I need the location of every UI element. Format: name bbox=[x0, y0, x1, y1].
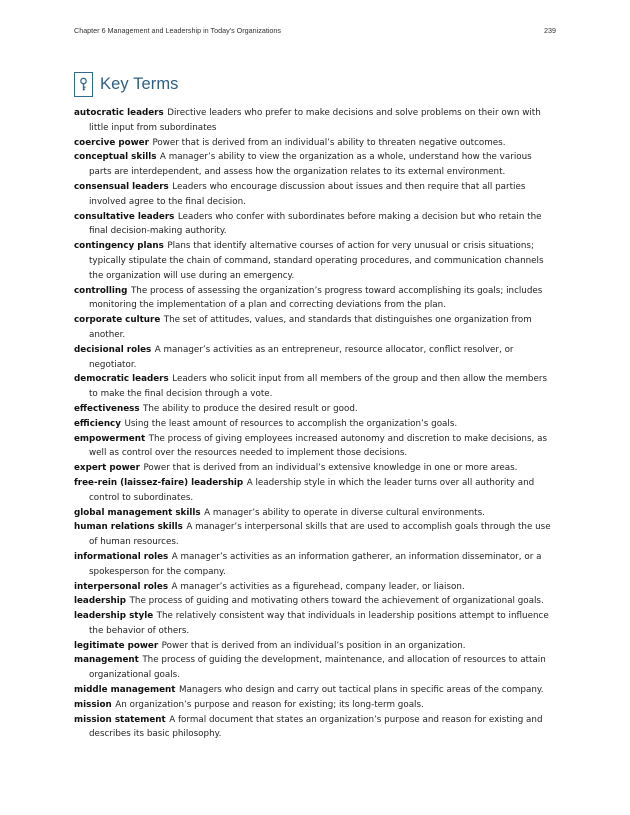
glossary-definition: Power that is derived from an individual’s position in an organization. bbox=[161, 640, 466, 651]
glossary-term: controlling bbox=[74, 285, 128, 296]
glossary-term: consultative leaders bbox=[74, 211, 175, 222]
glossary-definition: A leadership style in which the leader turns over all authority and control to subordinates. bbox=[89, 477, 535, 503]
glossary-definition: The process of giving employees increased autonomy and discretion to make decisions, as well as control over the resources needed to implement those decisions. bbox=[89, 433, 548, 459]
glossary-definition: The set of attitudes, values, and standards that distinguishes one organization from another. bbox=[89, 315, 532, 340]
glossary-term: decisional roles bbox=[74, 344, 152, 355]
glossary-entry bbox=[74, 698, 556, 713]
glossary-definition: The process of assessing the organization’s progress toward accomplishing its goals; includes monitoring the implementation of a plan and correcting deviations from the plan. bbox=[89, 285, 543, 311]
glossary-entry bbox=[74, 506, 556, 521]
glossary-definition: The process of guiding and motivating others toward the achievement of organizational goals. bbox=[129, 596, 544, 607]
running-header-chapter: Chapter 6 Management and Leadership in Today's Organizations bbox=[74, 26, 282, 35]
glossary-entry bbox=[74, 180, 556, 210]
glossary-definition: A manager’s ability to operate in diverse cultural environments. bbox=[204, 507, 485, 518]
glossary-definition: Using the least amount of resources to accomplish the organization’s goals. bbox=[124, 418, 458, 429]
glossary-term: effectiveness bbox=[74, 403, 140, 414]
glossary-entry bbox=[74, 239, 556, 283]
glossary-entry bbox=[74, 210, 556, 240]
glossary-entry bbox=[74, 639, 556, 654]
glossary-definition: A manager’s ability to view the organization as a whole, understand how the various parts are interdependent, and assess how the organization relates to its external environment. bbox=[89, 152, 532, 178]
glossary-definition: A manager’s activities as an information gatherer, an information disseminator, or a spokesperson for the company. bbox=[89, 551, 542, 577]
glossary-entry bbox=[74, 284, 556, 314]
glossary-definition: Leaders who solicit input from all members of the group and then allow the members to make the final decision through a vote. bbox=[89, 374, 548, 400]
glossary-entry bbox=[74, 713, 556, 743]
glossary-definition: Power that is derived from an individual’s ability to threaten negative outcomes. bbox=[152, 137, 506, 148]
glossary-entry bbox=[74, 550, 556, 580]
glossary-term: interpersonal roles bbox=[74, 581, 169, 592]
glossary-entry bbox=[74, 106, 556, 136]
glossary-term: coercive power bbox=[74, 137, 149, 148]
glossary-term: human relations skills bbox=[74, 522, 183, 533]
glossary-term: management bbox=[74, 655, 139, 666]
glossary-list bbox=[74, 106, 556, 742]
section-title: Key Terms bbox=[100, 74, 179, 93]
glossary-definition: The ability to produce the desired result or good. bbox=[143, 403, 358, 414]
glossary-definition: A manager’s activities as a figurehead, company leader, or liaison. bbox=[171, 581, 465, 592]
glossary-definition: A manager’s interpersonal skills that are used to accomplish goals through the use of human resources. bbox=[89, 522, 551, 548]
glossary-term: mission statement bbox=[74, 714, 166, 725]
glossary-term: legitimate power bbox=[74, 640, 159, 651]
glossary-definition: Plans that identify alternative courses of action for very unusual or crisis situations; typically stipulate the chain of command, standard operating procedures, and communication channels the organization will use during an emergency. bbox=[89, 241, 544, 281]
glossary-definition: Managers who design and carry out tactical plans in specific areas of the company. bbox=[178, 685, 544, 696]
glossary-term: informational roles bbox=[74, 551, 169, 562]
glossary-entry bbox=[74, 402, 556, 417]
glossary-term: consensual leaders bbox=[74, 181, 169, 192]
glossary-term: mission bbox=[74, 699, 112, 710]
glossary-definition: Leaders who confer with subordinates before making a decision but who retain the final decision-making authority. bbox=[89, 211, 542, 237]
glossary-term: corporate culture bbox=[74, 315, 161, 326]
glossary-term: contingency plans bbox=[74, 241, 164, 252]
page-number: 239 bbox=[544, 26, 556, 35]
glossary-term: empowerment bbox=[74, 433, 146, 444]
glossary-definition: A manager’s activities as an entrepreneur, resource allocator, conflict resolver, or negotiator. bbox=[89, 344, 514, 370]
glossary-entry bbox=[74, 313, 556, 343]
glossary-term: middle management bbox=[74, 685, 176, 696]
glossary-entry bbox=[74, 461, 556, 476]
glossary-term: leadership style bbox=[74, 611, 154, 622]
glossary-entry bbox=[74, 653, 556, 683]
glossary-entry bbox=[74, 150, 556, 180]
glossary-entry bbox=[74, 520, 556, 550]
glossary-term: efficiency bbox=[74, 418, 121, 429]
glossary-definition: Directive leaders who prefer to make decisions and solve problems on their own with little input from subordinates bbox=[89, 108, 541, 133]
glossary-entry bbox=[74, 580, 556, 595]
glossary-term: global management skills bbox=[74, 507, 201, 518]
glossary-term: leadership bbox=[74, 596, 127, 607]
section-heading bbox=[74, 69, 179, 99]
glossary-entry bbox=[74, 683, 556, 698]
glossary-entry bbox=[74, 136, 556, 151]
glossary-definition: Power that is derived from an individual’s extensive knowledge in one or more areas. bbox=[143, 463, 518, 474]
glossary-term: free-rein (laissez-faire) leadership bbox=[74, 477, 244, 488]
glossary-entry bbox=[74, 417, 556, 432]
key-icon bbox=[74, 72, 93, 97]
glossary-term: democratic leaders bbox=[74, 374, 169, 385]
key-icon-glyph bbox=[79, 77, 88, 92]
glossary-definition: The process of guiding the development, maintenance, and allocation of resources to attain organizational goals. bbox=[89, 655, 546, 681]
glossary-entry bbox=[74, 372, 556, 402]
glossary-entry bbox=[74, 343, 556, 373]
glossary-entry bbox=[74, 594, 556, 609]
glossary-entry bbox=[74, 432, 556, 462]
glossary-term: conceptual skills bbox=[74, 152, 157, 163]
glossary-term: autocratic leaders bbox=[74, 108, 164, 118]
glossary-definition: Leaders who encourage discussion about issues and then require that all parties involved agree to the final decision. bbox=[89, 181, 526, 207]
glossary-definition: A formal document that states an organization’s purpose and reason for existing and describes its basic philosophy. bbox=[89, 714, 543, 740]
glossary-entry bbox=[74, 476, 556, 506]
glossary-definition: The relatively consistent way that individuals in leadership positions attempt to influence the behavior of others. bbox=[89, 611, 549, 636]
glossary-term: expert power bbox=[74, 463, 140, 474]
glossary-definition: An organization’s purpose and reason for existing; its long-term goals. bbox=[115, 699, 424, 710]
page-header bbox=[74, 26, 556, 38]
glossary-entry bbox=[74, 609, 556, 639]
